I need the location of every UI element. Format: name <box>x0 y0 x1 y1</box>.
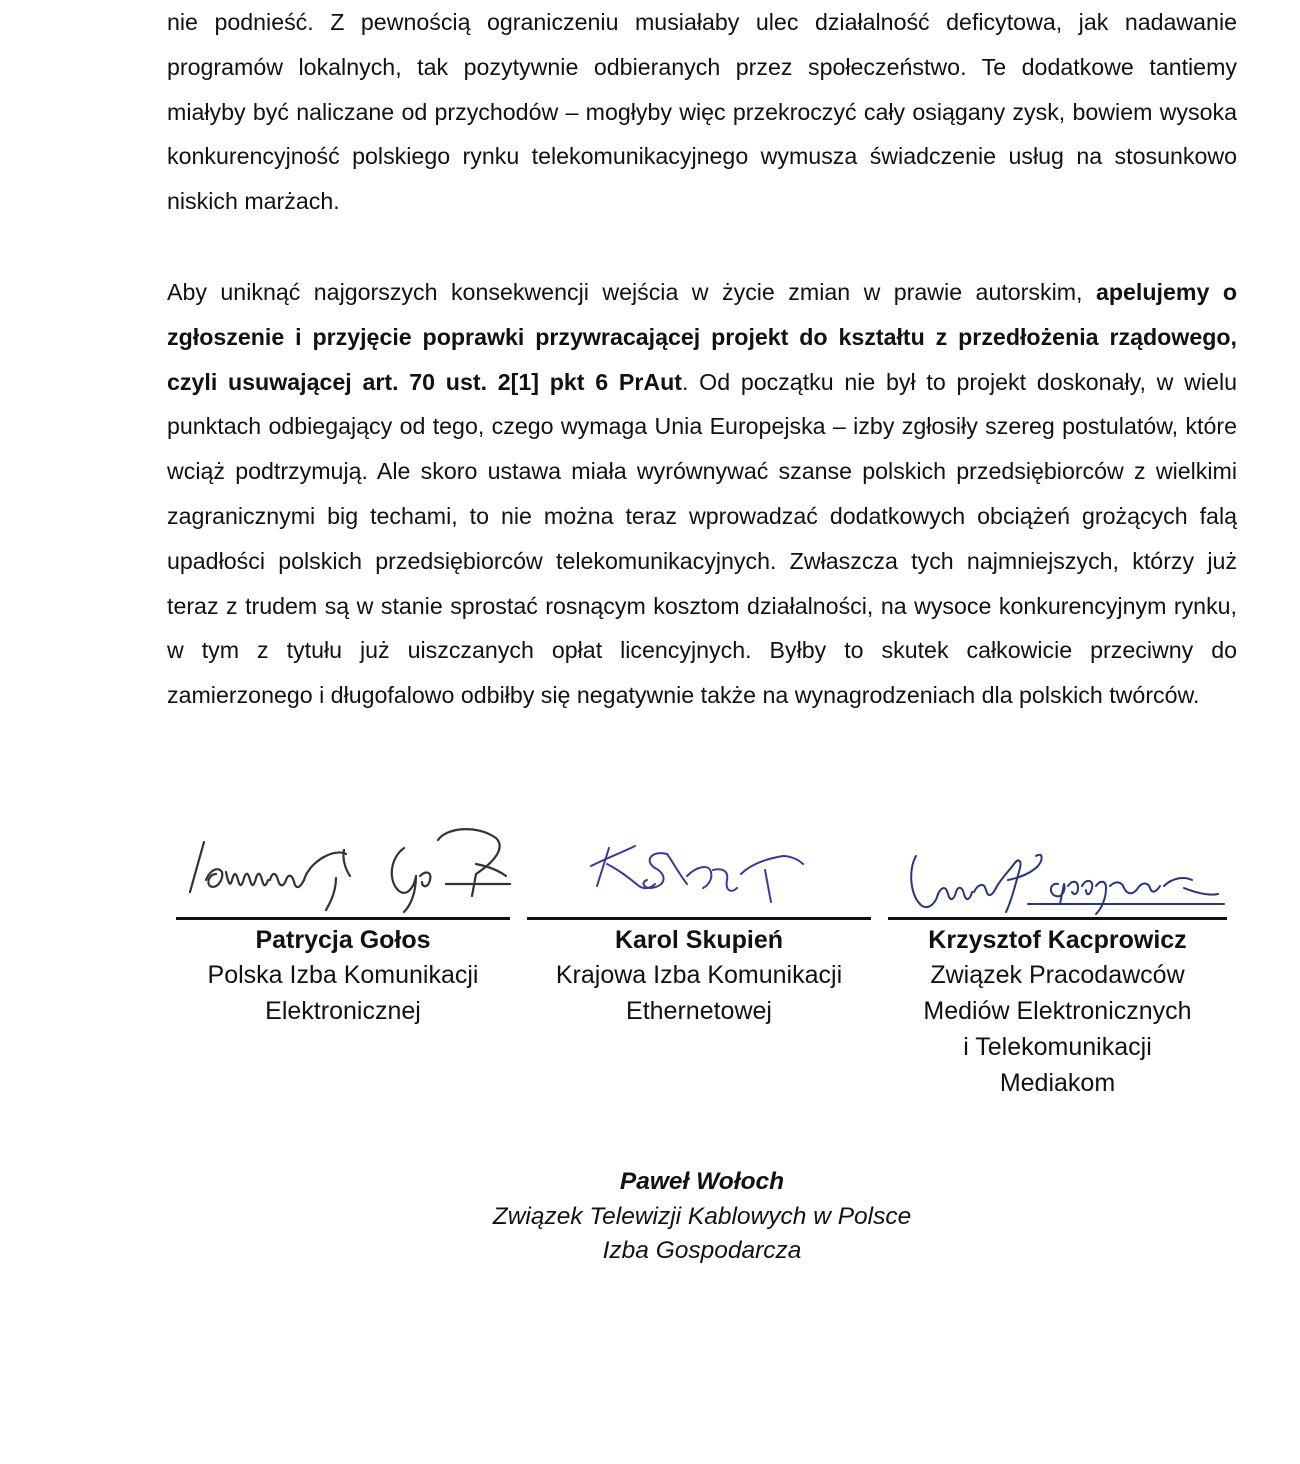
signatory-organization-line: Ethernetowej <box>626 997 772 1025</box>
signature-line-2 <box>527 917 871 920</box>
paragraph-2-rest: . Od początku nie był to projekt doskonały, w wielu punktach odbiegający od tego, czego wymaga Unia Europejska – izby zgłosiły szereg postulatów, które wciąż podtrzymują. Ale skoro ustawa miała wyrównywać szanse polskich przedsiębiorców z wielkimi zagranicznymi big techami, to nie można teraz wprowadzać dodatkowych obciążeń grożących falą upadłości polskich przedsiębiorców telekomunikacyjnych. Zwłaszcza tych najmniejszych, którzy już teraz z trudem są w stanie sprostać rosnącym kosztom działalności, na wysoce konkurencyjnym rynku, w tym z tytułu już uiszczanych opłat licencyjnych. Byłby to skutek całkowicie przeciwny do zamierzonego i długofalowo odbiłby się negatywnie także na wynagrodzeniach dla polskich twórców. <box>167 368 1237 709</box>
signatory-organization-line: Elektronicznej <box>265 997 421 1025</box>
final-signatory-organization-line: Związek Telewizji Kablowych w Polsce <box>492 1202 912 1230</box>
handwritten-signature-3 <box>888 800 1227 915</box>
signatory-name: Karol Skupień <box>614 926 784 954</box>
signatory-name: Krzysztof Kacprowicz <box>928 926 1187 954</box>
handwritten-signature-2 <box>527 800 871 915</box>
body-paragraph-2 <box>167 270 1237 718</box>
signatory-organization-line: i Telekomunikacji <box>963 1033 1152 1061</box>
handwritten-signature-1 <box>176 800 510 915</box>
body-paragraph-1: nie podnieść. Z pewnością ograniczeniu musiałaby ulec działalność deficytowa, jak nadawanie programów lokalnych, tak pozytywnie odbieranych przez społeczeństwo. Te dodatkowe tantiemy miałyby być naliczane od przychodów – mogłyby więc przekroczyć cały osiągany zysk, bowiem wysoka konkurencyjność polskiego rynku telekomunikacyjnego wymusza świadczenie usług na stosunkowo niskich marżach. <box>167 9 1237 215</box>
signatory-organization-line: Krajowa Izba Komunikacji <box>555 961 843 989</box>
final-signatory-name: Paweł Wołoch <box>619 1168 785 1195</box>
paragraph-2-intro: Aby uniknąć najgorszych konsekwencji wejścia w życie zmian w prawie autorskim, <box>167 279 1096 305</box>
signatory-organization-line: Związek Pracodawców <box>930 961 1185 989</box>
signatory-organization-line: Mediakom <box>999 1069 1116 1097</box>
signatory-name: Patrycja Gołos <box>255 926 431 954</box>
paragraph-2-appeal-bold: apelujemy o zgłoszenie i przyjęcie poprawki przywracającej projekt do kształtu z przedłożenia rządowego, czyli usuwającej art. 70 ust. 2[1] pkt 6 PrAut <box>167 279 1237 395</box>
signatory-organization-line: Polska Izba Komunikacji <box>207 961 479 989</box>
signature-line-3 <box>888 917 1227 920</box>
signatory-organization-line: Mediów Elektronicznych <box>923 997 1192 1025</box>
signatory-block-1 <box>176 800 510 1029</box>
final-signatory-block <box>402 1165 1002 1269</box>
signatory-block-3 <box>888 800 1227 1101</box>
final-signatory-organization-line: Izba Gospodarcza <box>602 1237 802 1264</box>
signature-line-1 <box>176 917 510 920</box>
signatory-block-2 <box>527 800 871 1029</box>
